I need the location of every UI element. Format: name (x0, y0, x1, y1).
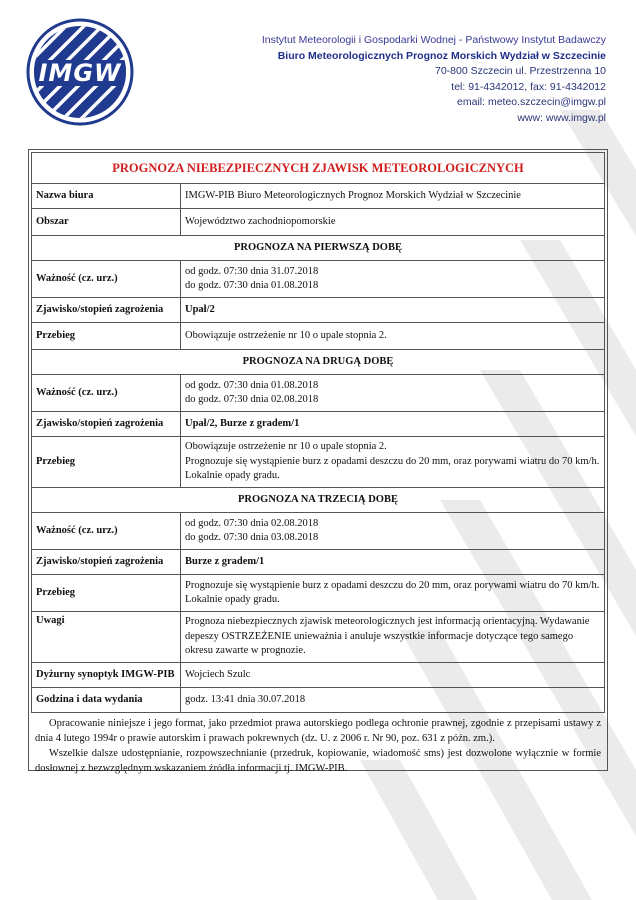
notes-row (32, 612, 605, 663)
issued-label: Godzina i data wydania (32, 688, 181, 713)
day2-valid-from: od godz. 07:30 dnia 01.08.2018 (185, 379, 319, 391)
issued-value: godz. 13:41 dnia 30.07.2018 (181, 688, 605, 713)
forecaster-name: Wojciech Szulc (181, 663, 605, 688)
day1-validity-row (32, 261, 605, 298)
issued-row (32, 688, 605, 713)
office-label: Nazwa biura (32, 184, 181, 209)
day2-course (181, 437, 605, 488)
forecast-table (31, 152, 605, 713)
day1-phenomenon-label: Zjawisko/stopień zagrożenia (32, 298, 181, 323)
forecaster-row (32, 663, 605, 688)
day2-course-label: Przebieg (32, 437, 181, 488)
email: email: meteo.szczecin@imgw.pl (457, 96, 606, 108)
day3-phenomenon-label: Zjawisko/stopień zagrożenia (32, 550, 181, 575)
office-row (32, 184, 605, 209)
day1-phenomenon-row (32, 298, 605, 323)
day2-phenomenon: Upał/2, Burze z gradem/1 (181, 412, 605, 437)
day1-heading: PROGNOZA NA PIERWSZĄ DOBĘ (32, 236, 605, 261)
day2-heading: PROGNOZA NA DRUGĄ DOBĘ (32, 350, 605, 375)
area-row (32, 209, 605, 236)
day2-course-row (32, 437, 605, 488)
forecast-document (28, 149, 608, 774)
document-title: PROGNOZA NIEBEZPIECZNYCH ZJAWISK METEOROLOGICZNYCH (32, 153, 605, 184)
day2-valid-to: do godz. 07:30 dnia 02.08.2018 (185, 394, 319, 405)
day3-course-row (32, 575, 605, 612)
day3-heading: PROGNOZA NA TRZECIĄ DOBĘ (32, 488, 605, 513)
day3-heading-row (32, 488, 605, 513)
day3-validity-row (32, 513, 605, 550)
institute-header (186, 33, 606, 126)
day1-valid-from: od godz. 07:30 dnia 31.07.2018 (185, 265, 319, 277)
day3-phenomenon-row (32, 550, 605, 575)
area-value: Województwo zachodniopomorskie (181, 209, 605, 236)
notes-value: Prognoza niebezpiecznych zjawisk meteorologicznych jest informacją orientacyjną. Wydawanie depeszy OSTRZEŻENIE unieważnia i anuluje wszystkie informacje dotyczące tego samego okresu zawarte w prognozie. (181, 612, 605, 663)
address: 70-800 Szczecin ul. Przestrzenna 10 (434, 65, 606, 77)
day2-phenomenon-row (32, 412, 605, 437)
day2-validity (181, 375, 605, 412)
day2-validity-label: Ważność (cz. urz.) (32, 375, 181, 412)
day3-phenomenon: Burze z gradem/1 (181, 550, 605, 575)
forecaster-label: Dyżurny synoptyk IMGW-PIB (32, 663, 181, 688)
notes-label: Uwagi (32, 612, 181, 663)
institute-name: Instytut Meteorologii i Gospodarki Wodnej - Państwowy Instytut Badawczy (261, 34, 606, 46)
day3-valid-to: do godz. 07:30 dnia 03.08.2018 (185, 532, 319, 543)
day1-validity (181, 261, 605, 298)
imgw-logo (26, 18, 134, 126)
day2-heading-row (32, 350, 605, 375)
phone-fax: tel: 91-4342012, fax: 91-4342012 (451, 80, 606, 93)
day1-course: Obowiązuje ostrzeżenie nr 10 o upale stopnia 2. (181, 323, 605, 350)
day3-course: Prognozuje się wystąpienie burz z opadami deszczu do 20 mm, oraz porywami wiatru do 70 km/h. Lokalnie opady gradu. (181, 575, 605, 612)
day3-valid-from: od godz. 07:30 dnia 02.08.2018 (185, 517, 319, 529)
day1-course-row (32, 323, 605, 350)
day1-heading-row (32, 236, 605, 261)
day3-validity (181, 513, 605, 550)
day3-validity-label: Ważność (cz. urz.) (32, 513, 181, 550)
day2-course-line2: Prognozuje się wystąpienie burz z opadami deszczu do 20 mm, oraz porywami wiatru do 70 km/h. Lokalnie opady gradu. (185, 455, 600, 482)
website: www: www.imgw.pl (517, 111, 606, 124)
office-value: IMGW-PIB Biuro Meteorologicznych Prognoz Morskich Wydział w Szczecinie (181, 184, 605, 209)
bureau-name: Biuro Meteorologicznych Prognoz Morskich Wydział w Szczecinie (277, 49, 606, 62)
day2-phenomenon-label: Zjawisko/stopień zagrożenia (32, 412, 181, 437)
day2-validity-row (32, 375, 605, 412)
distribution-notice: Wszelkie dalsze udostępnianie, rozpowszechnianie (przedruk, kopiowanie, wiadomość sms) jest dozwolone wyłącznie w formie dosłownej z bezwzględnym wskazaniem źródła informacji tj. IMGW-PIB. (35, 748, 601, 774)
day1-course-label: Przebieg (32, 323, 181, 350)
day1-validity-label: Ważność (cz. urz.) (32, 261, 181, 298)
title-row (32, 153, 605, 184)
day1-valid-to: do godz. 07:30 dnia 01.08.2018 (185, 280, 319, 291)
day2-course-line1: Obowiązuje ostrzeżenie nr 10 o upale stopnia 2. (185, 441, 387, 453)
svg-text:IMGW: IMGW (38, 59, 122, 87)
copyright-notice: Opracowanie niniejsze i jego format, jako przedmiot prawa autorskiego podlega ochronie prawnej, zgodnie z przepisami ustawy z dnia 4 lutego 1994r o prawie autorskim i prawach pokrewnych (dz. U. z 2006 r. Nr 90, poz. 631 z późn. zm.). (35, 718, 601, 744)
legal-footer (35, 716, 601, 776)
day1-phenomenon: Upał/2 (181, 298, 605, 323)
area-label: Obszar (32, 209, 181, 236)
day3-course-label: Przebieg (32, 575, 181, 612)
